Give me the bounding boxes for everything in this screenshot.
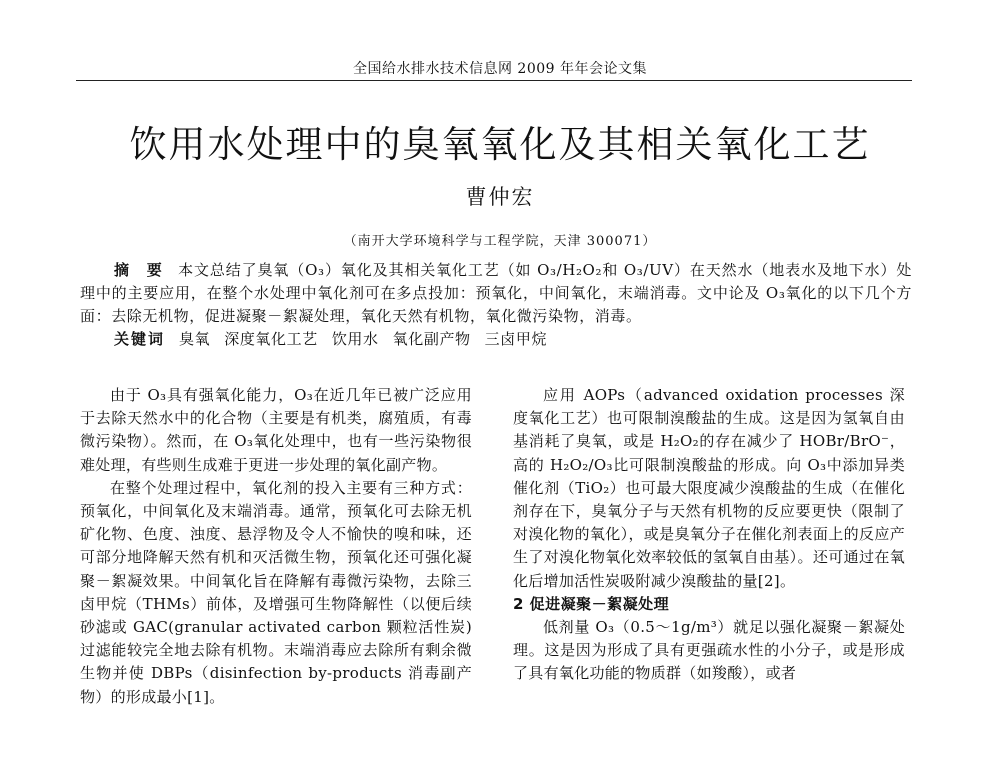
keyword: 深度氧化工艺 <box>224 330 318 348</box>
body-paragraph: 由于 O₃具有强氧化能力，O₃在近几年已被广泛应用于去除天然水中的化合物（主要是有机类，腐殖质，有毒微污染物）。然而，在 O₃氧化处理中，也有一些污染物很难处理，有些则生成难于更进一步处理的氧化副产物。 <box>80 386 472 474</box>
right-column <box>513 384 905 686</box>
affiliation: （南开大学环境科学与工程学院，天津 300071） <box>343 234 657 249</box>
abstract-block <box>80 259 912 351</box>
body-paragraph: 在整个处理过程中，氧化剂的投入主要有三种方式：预氧化，中间氧化及末端消毒。通常，预氧化可去除无机矿化物、色度、浊度、悬浮物及令人不愉快的嗅和味，还可部分地降解天然有机和灭活微生物，预氧化还可强化凝聚－絮凝效果。中间氧化旨在降解有毒微污染物，去除三卤甲烷（THMs）前体，及增强可生物降解性（以便后续砂滤或 GAC(granular activated carbon 颗粒活性炭)过滤能较完全地去除有机物。末端消毒应去除所有剩余微生物并使 DBPs（disinfection by-products 消毒副产物）的形成最小[1]。 <box>80 478 472 706</box>
keyword: 饮用水 <box>331 330 379 348</box>
left-column <box>80 384 472 709</box>
author-name: 曹仲宏 <box>465 185 535 209</box>
paper-title: 饮用水处理中的臭氧氧化及其相关氧化工艺 <box>129 123 871 166</box>
abstract-text: 本文总结了臭氧（O₃）氧化及其相关氧化工艺（如 O₃/H₂O₂和 O₃/UV）在天然水（地表水及地下水）处理中的主要应用，在整个水处理中氧化剂可在多点投加：预氧化，中间氧化，末端消毒。文中论及 O₃氧化的以下几个方面：去除无机物，促进凝聚－絮凝处理，氧化天然有机物，氧化微污染物，消毒。 <box>80 261 912 325</box>
keywords-line <box>80 328 912 351</box>
running-header: 全国给水排水技术信息网 2009 年年会论文集 <box>352 61 648 77</box>
header-rule <box>76 80 912 81</box>
abstract-paragraph <box>80 259 912 328</box>
body-paragraph: 应用 AOPs（advanced oxidation processes 深度氧化工艺）也可限制溴酸盐的生成。这是因为氢氧自由基消耗了臭氧，或是 H₂O₂的存在减少了 HOBr/BrO⁻，高的 H₂O₂/O₃比可限制溴酸盐的形成。向 O₃中添加异类催化剂（TiO₂）也可最大限度减少溴酸盐的生成（在催化剂存在下，臭氧分子与天然有机物的反应要更快（限制了对溴化物的氧化），或是臭氧分子在催化剂表面上的反应产生了对溴化物氧化效率较低的氢氧自由基）。还可通过在氧化后增加活性炭吸附减少溴酸盐的量[2]。 <box>513 386 905 590</box>
abstract-label: 摘 要 <box>114 261 169 279</box>
keyword: 氧化副产物 <box>392 330 471 348</box>
body-paragraph: 低剂量 O₃（0.5～1g/m³）就足以强化凝聚－絮凝处理。这是因为形成了具有更强疏水性的小分子，或是形成了具有氧化功能的物质群（如羧酸），或者 <box>513 618 905 683</box>
keywords-label: 关键词 <box>114 330 166 348</box>
section-heading: 2 促进凝聚－絮凝处理 <box>513 594 670 613</box>
keyword: 三卤甲烷 <box>484 330 548 348</box>
keyword: 臭氧 <box>179 330 211 348</box>
